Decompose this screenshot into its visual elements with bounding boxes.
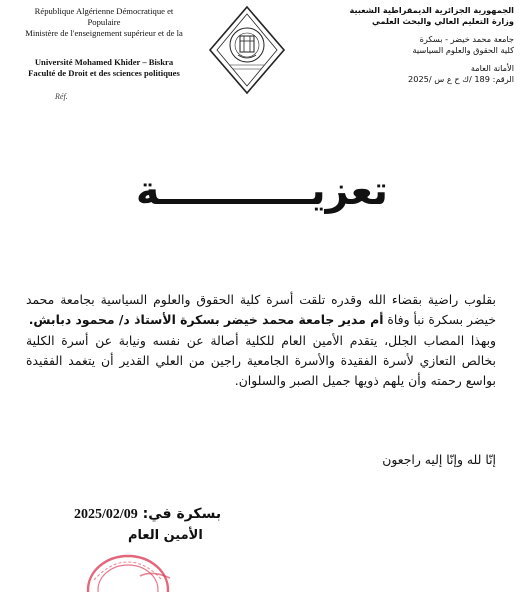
header-fr-ministry-cont bbox=[10, 40, 198, 51]
document-date: 2025/02/09 bbox=[74, 507, 138, 522]
header-ar-republic: الجمهورية الجزائرية الديمقراطية الشعبية bbox=[349, 5, 514, 15]
stamp-seal-icon bbox=[80, 540, 180, 592]
place-label: بسكرة في: bbox=[142, 506, 222, 522]
body-paragraph-1 bbox=[26, 290, 496, 331]
faculty-seal-icon bbox=[208, 5, 286, 95]
header-ar-faculty: كلية الحقوق والعلوم السياسية bbox=[412, 45, 514, 56]
condolence-body bbox=[26, 290, 496, 391]
header-ar-ministry: وزارة التعليم العالي والبحث العلمي bbox=[372, 16, 514, 27]
header-fr-ministry: Ministère de l'enseignement supérieur et de la bbox=[25, 28, 183, 39]
faculty-logo bbox=[208, 5, 286, 95]
header-fr-republic: République Algérienne Démocratique et bbox=[34, 6, 174, 16]
header-french bbox=[10, 6, 198, 79]
body-paragraph-1-deceased: أم مدير جامعة محمد خيضر بسكرة الأستاذ د/ محمود دبابش. bbox=[28, 312, 384, 328]
header-ar-reference-number: الرقم: 189 /ك ح ع س /2025 bbox=[408, 74, 514, 85]
place-and-date bbox=[74, 506, 221, 523]
header-fr-republic-cont: Populaire bbox=[87, 17, 121, 28]
header-ar-university: جامعة محمد خيضر - بسكرة bbox=[419, 33, 514, 44]
document-title: تعزيـــــــــــة bbox=[135, 168, 389, 214]
header-arabic bbox=[314, 5, 514, 85]
body-paragraph-2: وبهذا المصاب الجلل، يتقدم الأمين العام للكلية أصالة عن نفسه ونيابة عن أسرة الكلية بخالص التعازي لأسرة الفقيدة والأسرة الجامعية راجين من العلي القدير أن يتغمد الفقيدة بواسع رحمته وأن يلهم ذويها جميل الصبر والسلوان. bbox=[26, 332, 496, 389]
closing-verse: إنّا لله وإنّا إليه راجعون bbox=[382, 452, 496, 467]
header-fr-university: Université Mohamed Khider – Biskra bbox=[34, 56, 174, 67]
body-paragraph-1-text: بقلوب راضية بقضاء الله وقدره تلقت أسرة كلية الحقوق والعلوم السياسية بجامعة محمد خيضر بسكرة نبأ وفاة bbox=[26, 292, 496, 328]
reference-label: Réf. bbox=[55, 92, 68, 101]
header-ar-general-secretariat: الأمانة العامة bbox=[470, 62, 514, 73]
signatory-title: الأمين العام bbox=[128, 528, 203, 543]
header-fr-faculty: Faculté de Droit et des sciences politiques bbox=[28, 67, 180, 78]
official-stamp bbox=[80, 540, 180, 592]
